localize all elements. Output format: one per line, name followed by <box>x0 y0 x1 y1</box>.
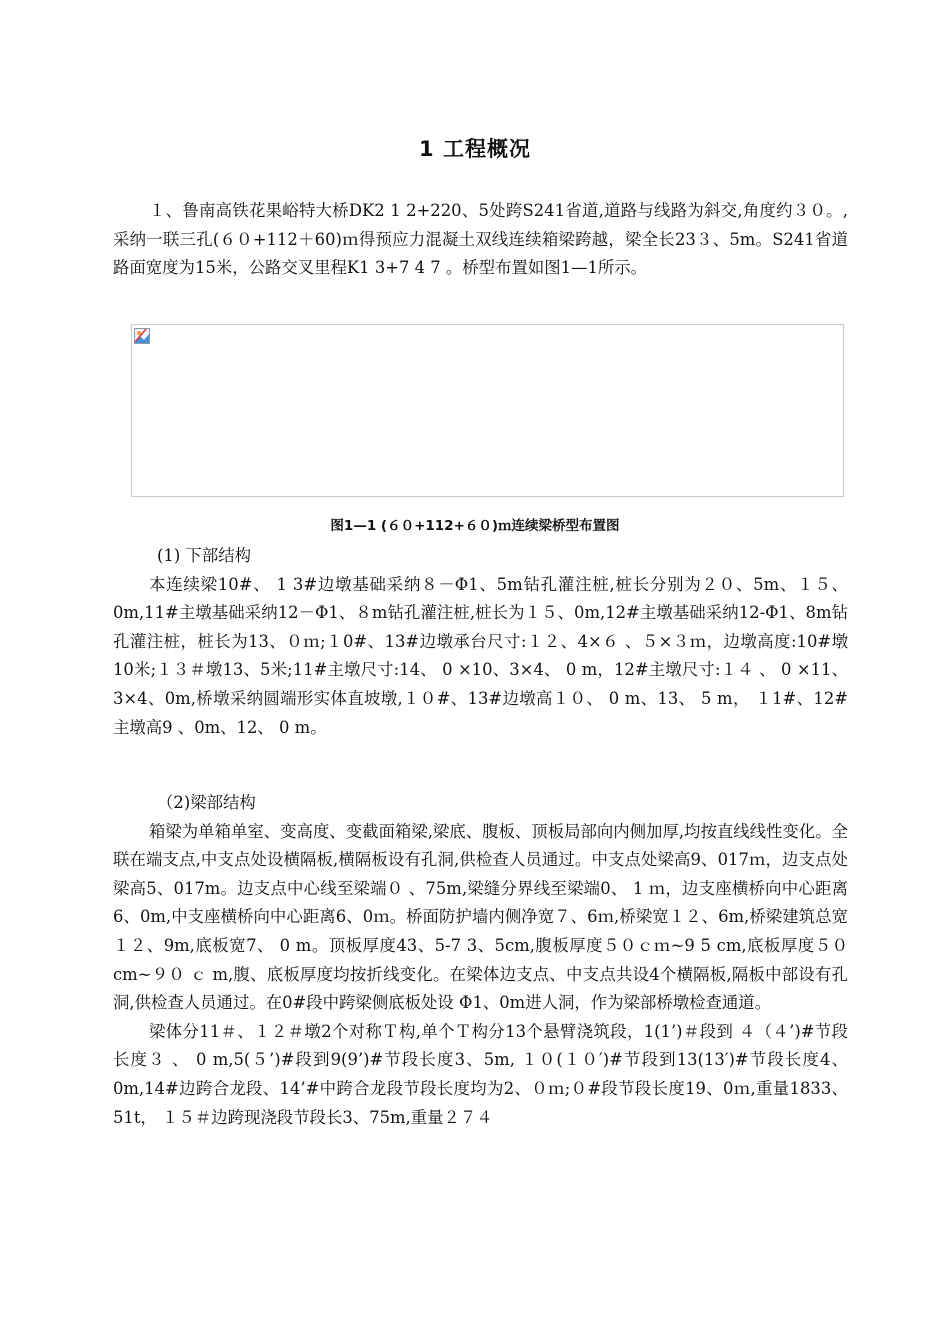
section-paragraph: 梁体分11＃、１２＃墩2个对称Ｔ构,单个Ｔ构分13个悬臂浇筑段，1(1’)＃段到 ４（４’)#节段长度３ 、 0 m,5(５’)#段到9(9’)#节段长度3、5m, １０(１０′)#节段到13(13′)#节段长度4、0m,14#边跨合龙段、14’#中跨合龙段节段长度均为2、０ｍ;０#段节段长度19、0ｍ,重量1833、51t， １５＃边跨现浇段节段长3、75m,重量２７４ <box>113 1021 848 1127</box>
section-paragraph: 本连续梁10#、 1 3#边墩基础采纳８－Φ1、5m钻孔灌注桩,桩长分别为２０、5m、１５、0m,11#主墩基础采纳12－Φ1、８m钻孔灌注桩,桩长为１５、0m,12#主墩基础采纳12-Φ1、8m钻孔灌注桩，桩长为13、０ｍ;１0#、13#边墩承台尺寸:１２、4×６ 、５×３ｍ，边墩高度:10#墩10米;１３＃墩13、5米;11#主墩尺寸:14、 0 ×10、3×4、 0 m，12#主墩尺寸:１４ 、 0 ×11、3×4、0m,桥墩采纳圆端形实体直坡墩,１０#、13#边墩高１０、 0 m、13、 5 m， １1#、12#主墩高9 、0m、12、 0 m。 <box>113 574 848 737</box>
section-beam-structure <box>113 789 848 1132</box>
broken-image-icon <box>134 328 150 344</box>
figure-caption: 图1—1 (６０+112+６０)ｍ连续梁桥型布置图 <box>330 518 620 534</box>
section-paragraph: 箱梁为单箱单室、变高度、变截面箱梁,梁底、腹板、顶板局部向内侧加厚,均按直线线性变化。全联在端支点,中支点处设横隔板,横隔板设有孔洞,供检查人员通过。中支点处梁高9、017ｍ，边支点处梁高5、017m。边支点中心线至梁端０ 、75m,梁缝分界线至梁端0、 1 ｍ，边支座横桥向中心距离6、0m,中支座横桥向中心距离6、0ｍ。桥面防护墙内侧净宽７、6ｍ,桥梁宽１２、6m,桥梁建筑总宽１２、9m,底板宽7、 0 m。顶板厚度43、5-7 3、5cm,腹板厚度５０ｃｍ~9 5 cm,底板厚度５０ cm~９０ ｃ m,腹、底板厚度均按折线变化。在梁体边支点、中支点共设4个横隔板,隔板中部设有孔洞,供检查人员通过。在0#段中跨梁侧底板处设 Φ1、0m进人洞，作为梁部桥墩检查通道。 <box>113 821 848 1013</box>
section-lower-structure <box>113 542 848 742</box>
section-heading: （2)梁部结构 <box>157 793 256 812</box>
page-title: 1 工程概况 <box>419 137 531 161</box>
intro-block <box>113 197 848 283</box>
intro-paragraph: １、鲁南高铁花果峪特大桥DK2 1 2+220、5处跨S241省道,道路与线路为斜交,角度约３０。,采纳一联三孔(６０+112＋60)ｍ得预应力混凝土双线连续箱梁跨越，梁全长23３、5m。S241省道路面宽度为15米，公路交叉里程K1 3+7 4 7 。桥型布置如图1—1所示。 <box>113 201 848 278</box>
section-heading: (1) 下部结构 <box>157 546 251 565</box>
figure-placeholder <box>131 324 844 497</box>
